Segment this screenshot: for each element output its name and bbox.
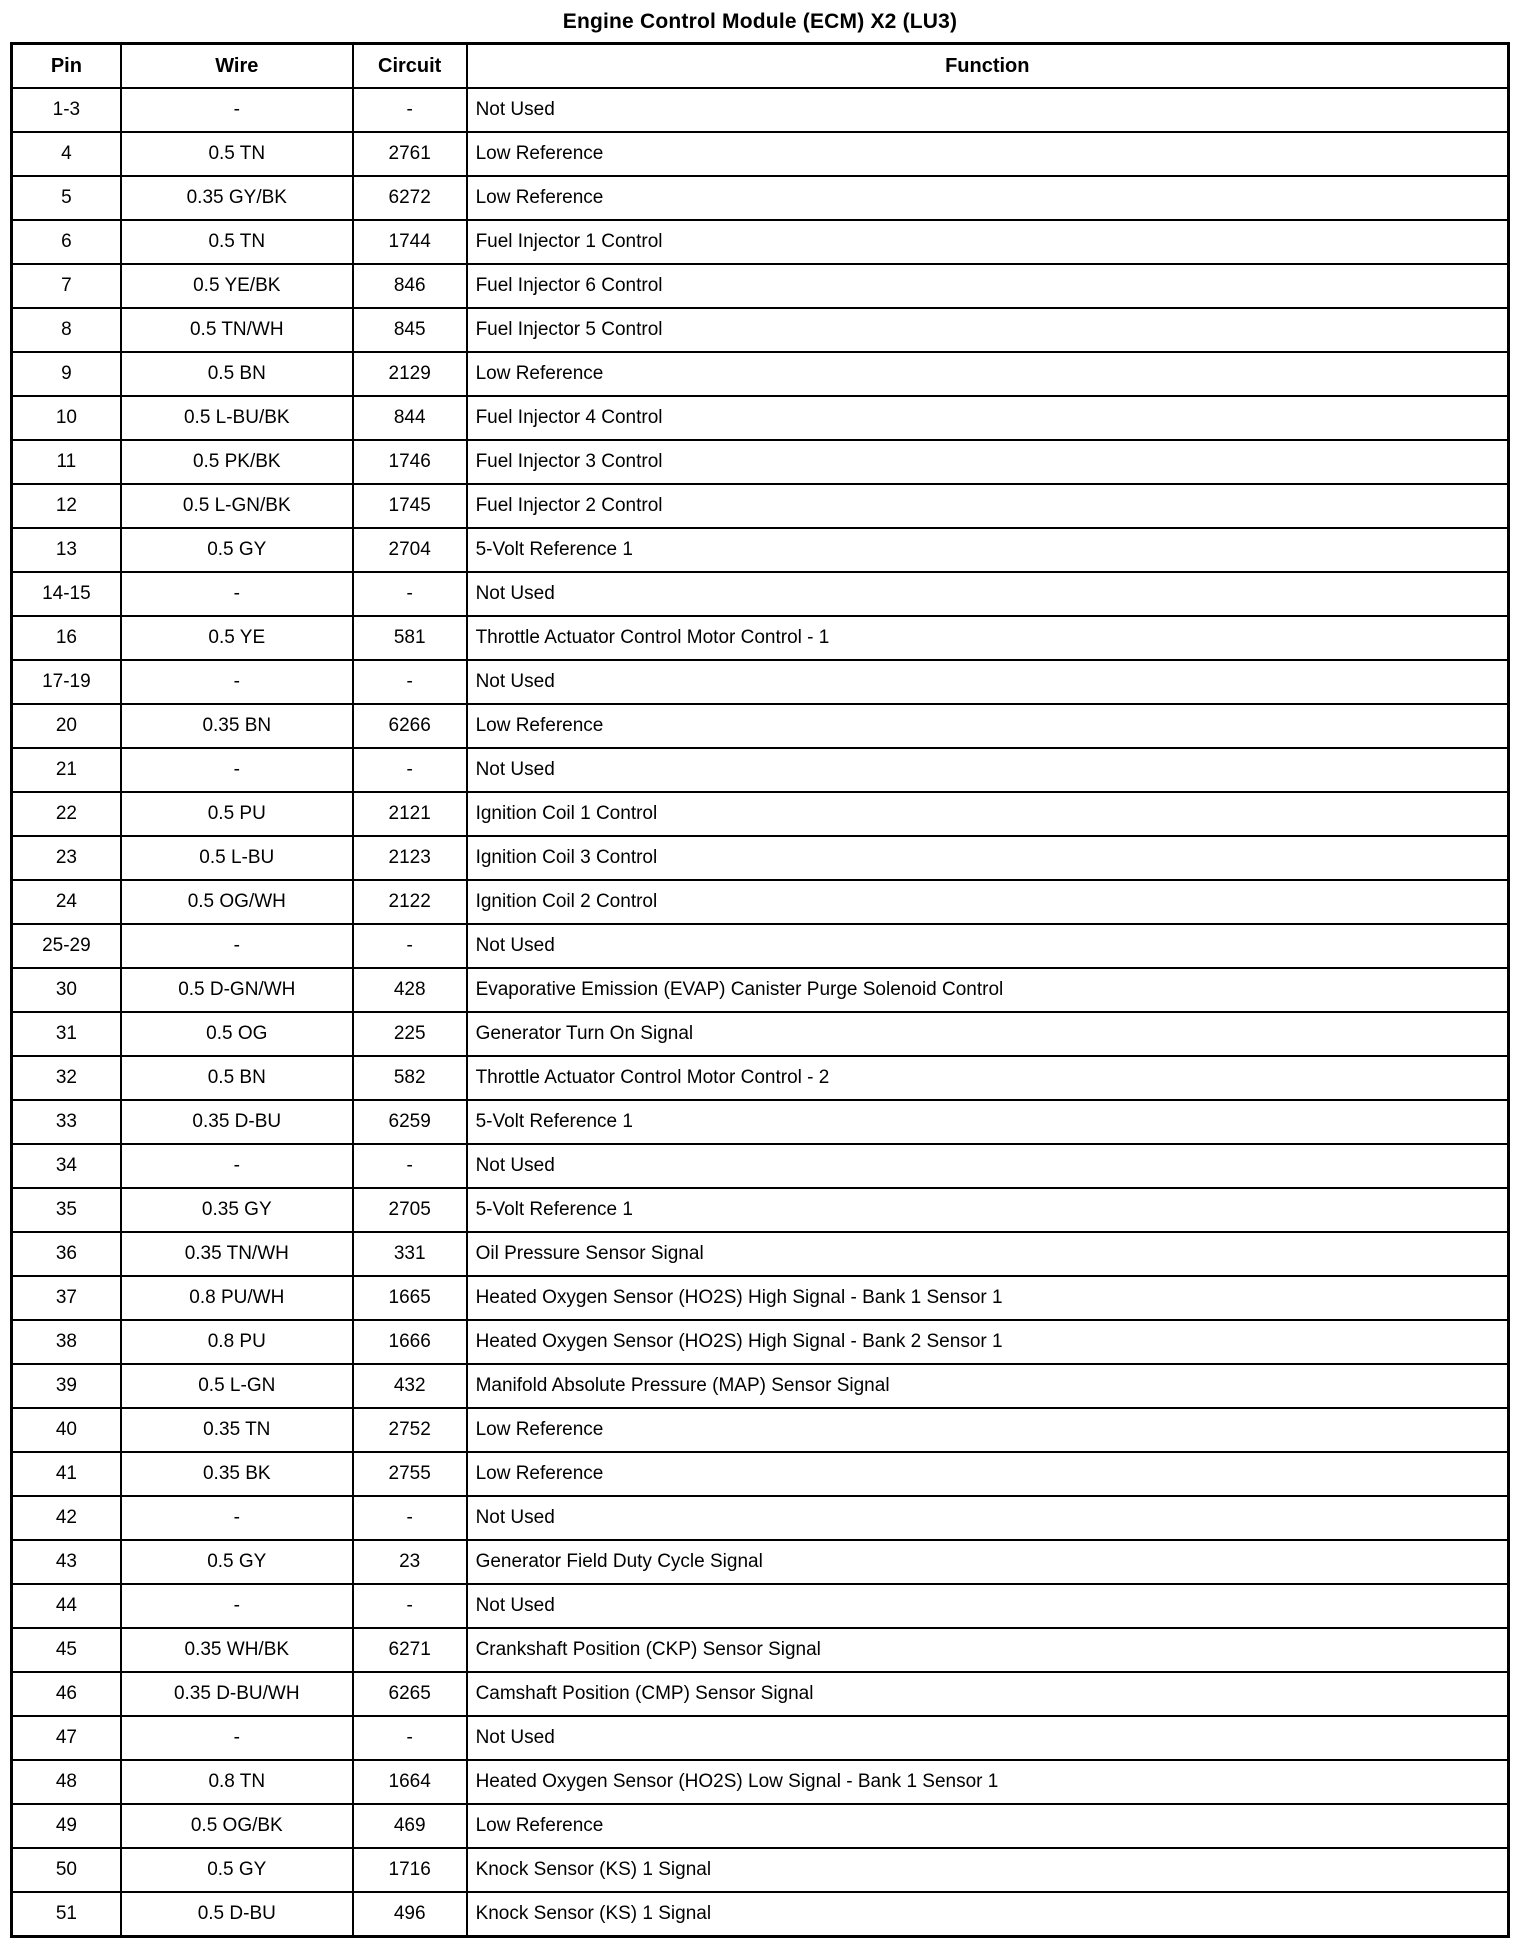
function-cell: Evaporative Emission (EVAP) Canister Purge Solenoid Control: [467, 968, 1509, 1012]
circuit-cell: 2123: [353, 836, 467, 880]
table-row: [12, 1276, 1509, 1320]
pin-cell: 42: [12, 1496, 121, 1540]
function-cell: Low Reference: [467, 352, 1509, 396]
circuit-cell: 23: [353, 1540, 467, 1584]
wire-cell: -: [121, 660, 353, 704]
pin-cell: 45: [12, 1628, 121, 1672]
function-cell: Fuel Injector 6 Control: [467, 264, 1509, 308]
pin-cell: 34: [12, 1144, 121, 1188]
pin-cell: 23: [12, 836, 121, 880]
wire-cell: 0.35 BK: [121, 1452, 353, 1496]
function-cell: 5-Volt Reference 1: [467, 1100, 1509, 1144]
circuit-cell: 1746: [353, 440, 467, 484]
pin-cell: 36: [12, 1232, 121, 1276]
wire-cell: -: [121, 1584, 353, 1628]
circuit-cell: -: [353, 660, 467, 704]
table-row: [12, 1804, 1509, 1848]
pin-cell: 38: [12, 1320, 121, 1364]
circuit-cell: 2704: [353, 528, 467, 572]
circuit-cell: 428: [353, 968, 467, 1012]
function-cell: Not Used: [467, 1144, 1509, 1188]
wire-cell: 0.5 L-BU: [121, 836, 353, 880]
function-cell: Not Used: [467, 924, 1509, 968]
table-row: [12, 748, 1509, 792]
wire-cell: 0.35 BN: [121, 704, 353, 748]
wire-cell: 0.5 TN: [121, 132, 353, 176]
wire-cell: 0.35 GY: [121, 1188, 353, 1232]
table-row: [12, 1760, 1509, 1804]
pin-cell: 4: [12, 132, 121, 176]
function-cell: Not Used: [467, 1584, 1509, 1628]
function-cell: Low Reference: [467, 176, 1509, 220]
function-cell: Low Reference: [467, 704, 1509, 748]
table-row: [12, 132, 1509, 176]
pin-cell: 51: [12, 1892, 121, 1937]
table-row: [12, 1892, 1509, 1937]
pin-cell: 33: [12, 1100, 121, 1144]
circuit-cell: 1716: [353, 1848, 467, 1892]
pin-cell: 24: [12, 880, 121, 924]
circuit-cell: -: [353, 748, 467, 792]
function-cell: Low Reference: [467, 1408, 1509, 1452]
pin-cell: 40: [12, 1408, 121, 1452]
function-cell: Oil Pressure Sensor Signal: [467, 1232, 1509, 1276]
table-row: [12, 1232, 1509, 1276]
pin-cell: 44: [12, 1584, 121, 1628]
circuit-cell: 6272: [353, 176, 467, 220]
table-row: [12, 220, 1509, 264]
table-row: [12, 528, 1509, 572]
function-cell: Not Used: [467, 88, 1509, 132]
table-row: [12, 1364, 1509, 1408]
circuit-cell: 6271: [353, 1628, 467, 1672]
wire-cell: 0.5 L-GN/BK: [121, 484, 353, 528]
pin-cell: 13: [12, 528, 121, 572]
wire-cell: 0.5 YE/BK: [121, 264, 353, 308]
table-row: [12, 616, 1509, 660]
table-row: [12, 968, 1509, 1012]
circuit-cell: 1664: [353, 1760, 467, 1804]
function-cell: Generator Field Duty Cycle Signal: [467, 1540, 1509, 1584]
function-cell: Not Used: [467, 1496, 1509, 1540]
table-row: [12, 924, 1509, 968]
wire-cell: 0.35 WH/BK: [121, 1628, 353, 1672]
circuit-cell: 432: [353, 1364, 467, 1408]
table-row: [12, 352, 1509, 396]
wire-cell: 0.5 BN: [121, 352, 353, 396]
wire-cell: 0.5 GY: [121, 1848, 353, 1892]
wire-cell: -: [121, 1496, 353, 1540]
pinout-table: [10, 42, 1510, 1938]
wire-cell: 0.35 TN/WH: [121, 1232, 353, 1276]
wire-cell: 0.8 PU: [121, 1320, 353, 1364]
column-header: Wire: [121, 44, 353, 89]
function-cell: Heated Oxygen Sensor (HO2S) High Signal - Bank 2 Sensor 1: [467, 1320, 1509, 1364]
circuit-cell: 2705: [353, 1188, 467, 1232]
function-cell: Heated Oxygen Sensor (HO2S) High Signal - Bank 1 Sensor 1: [467, 1276, 1509, 1320]
table-row: [12, 836, 1509, 880]
function-cell: Ignition Coil 2 Control: [467, 880, 1509, 924]
function-cell: Low Reference: [467, 1804, 1509, 1848]
pin-cell: 35: [12, 1188, 121, 1232]
column-header: Circuit: [353, 44, 467, 89]
function-cell: Ignition Coil 3 Control: [467, 836, 1509, 880]
table-row: [12, 1584, 1509, 1628]
table-row: [12, 1012, 1509, 1056]
pin-cell: 30: [12, 968, 121, 1012]
page-title: Engine Control Module (ECM) X2 (LU3): [562, 10, 958, 33]
wire-cell: 0.5 OG/BK: [121, 1804, 353, 1848]
function-cell: Knock Sensor (KS) 1 Signal: [467, 1892, 1509, 1937]
function-cell: Fuel Injector 4 Control: [467, 396, 1509, 440]
table-row: [12, 572, 1509, 616]
pin-cell: 1-3: [12, 88, 121, 132]
table-row: [12, 1056, 1509, 1100]
pin-cell: 6: [12, 220, 121, 264]
pin-cell: 8: [12, 308, 121, 352]
table-row: [12, 88, 1509, 132]
wire-cell: 0.35 GY/BK: [121, 176, 353, 220]
wire-cell: 0.8 PU/WH: [121, 1276, 353, 1320]
wire-cell: 0.5 D-GN/WH: [121, 968, 353, 1012]
pin-cell: 47: [12, 1716, 121, 1760]
circuit-cell: 2752: [353, 1408, 467, 1452]
circuit-cell: 225: [353, 1012, 467, 1056]
wire-cell: -: [121, 572, 353, 616]
table-row: [12, 792, 1509, 836]
table-header-row: [12, 44, 1509, 89]
table-row: [12, 440, 1509, 484]
wire-cell: 0.5 PU: [121, 792, 353, 836]
table-row: [12, 264, 1509, 308]
function-cell: Not Used: [467, 660, 1509, 704]
circuit-cell: 2755: [353, 1452, 467, 1496]
pin-cell: 10: [12, 396, 121, 440]
function-cell: Fuel Injector 3 Control: [467, 440, 1509, 484]
wire-cell: -: [121, 1144, 353, 1188]
pin-cell: 16: [12, 616, 121, 660]
table-row: [12, 1540, 1509, 1584]
wire-cell: 0.8 TN: [121, 1760, 353, 1804]
pin-cell: 49: [12, 1804, 121, 1848]
wire-cell: 0.5 L-BU/BK: [121, 396, 353, 440]
wire-cell: 0.5 GY: [121, 1540, 353, 1584]
circuit-cell: 2122: [353, 880, 467, 924]
table-row: [12, 176, 1509, 220]
circuit-cell: -: [353, 1584, 467, 1628]
function-cell: Camshaft Position (CMP) Sensor Signal: [467, 1672, 1509, 1716]
wire-cell: -: [121, 88, 353, 132]
function-cell: Manifold Absolute Pressure (MAP) Sensor Signal: [467, 1364, 1509, 1408]
pin-cell: 9: [12, 352, 121, 396]
wire-cell: 0.35 TN: [121, 1408, 353, 1452]
wire-cell: 0.5 YE: [121, 616, 353, 660]
table-row: [12, 1452, 1509, 1496]
circuit-cell: 6265: [353, 1672, 467, 1716]
column-header: Function: [467, 44, 1509, 89]
function-cell: Not Used: [467, 748, 1509, 792]
pin-cell: 11: [12, 440, 121, 484]
function-cell: Knock Sensor (KS) 1 Signal: [467, 1848, 1509, 1892]
function-cell: Crankshaft Position (CKP) Sensor Signal: [467, 1628, 1509, 1672]
pin-cell: 31: [12, 1012, 121, 1056]
circuit-cell: 6266: [353, 704, 467, 748]
circuit-cell: -: [353, 924, 467, 968]
pin-cell: 37: [12, 1276, 121, 1320]
pin-cell: 7: [12, 264, 121, 308]
function-cell: Low Reference: [467, 132, 1509, 176]
function-cell: Heated Oxygen Sensor (HO2S) Low Signal - Bank 1 Sensor 1: [467, 1760, 1509, 1804]
wire-cell: 0.5 D-BU: [121, 1892, 353, 1937]
wire-cell: 0.5 PK/BK: [121, 440, 353, 484]
circuit-cell: 1745: [353, 484, 467, 528]
wire-cell: 0.5 TN: [121, 220, 353, 264]
table-row: [12, 484, 1509, 528]
circuit-cell: -: [353, 1716, 467, 1760]
table-row: [12, 1320, 1509, 1364]
pin-cell: 41: [12, 1452, 121, 1496]
table-row: [12, 1188, 1509, 1232]
column-header: Pin: [12, 44, 121, 89]
circuit-cell: 1666: [353, 1320, 467, 1364]
circuit-cell: 1744: [353, 220, 467, 264]
wire-cell: 0.5 OG: [121, 1012, 353, 1056]
table-row: [12, 396, 1509, 440]
circuit-cell: 496: [353, 1892, 467, 1937]
wire-cell: 0.5 BN: [121, 1056, 353, 1100]
pin-cell: 21: [12, 748, 121, 792]
circuit-cell: -: [353, 1144, 467, 1188]
pin-cell: 43: [12, 1540, 121, 1584]
function-cell: 5-Volt Reference 1: [467, 1188, 1509, 1232]
pin-cell: 14-15: [12, 572, 121, 616]
wire-cell: 0.5 GY: [121, 528, 353, 572]
function-cell: Low Reference: [467, 1452, 1509, 1496]
circuit-cell: 331: [353, 1232, 467, 1276]
table-row: [12, 1408, 1509, 1452]
wire-cell: -: [121, 748, 353, 792]
table-row: [12, 660, 1509, 704]
table-row: [12, 308, 1509, 352]
pin-cell: 48: [12, 1760, 121, 1804]
table-row: [12, 1496, 1509, 1540]
function-cell: Not Used: [467, 1716, 1509, 1760]
pin-cell: 5: [12, 176, 121, 220]
function-cell: Not Used: [467, 572, 1509, 616]
circuit-cell: 582: [353, 1056, 467, 1100]
wire-cell: -: [121, 924, 353, 968]
circuit-cell: 2129: [353, 352, 467, 396]
circuit-cell: 2121: [353, 792, 467, 836]
function-cell: Fuel Injector 5 Control: [467, 308, 1509, 352]
pin-cell: 17-19: [12, 660, 121, 704]
circuit-cell: 1665: [353, 1276, 467, 1320]
table-row: [12, 1672, 1509, 1716]
table-row: [12, 1716, 1509, 1760]
table-body: [12, 88, 1509, 1937]
table-row: [12, 1144, 1509, 1188]
circuit-cell: 469: [353, 1804, 467, 1848]
circuit-cell: 845: [353, 308, 467, 352]
circuit-cell: -: [353, 88, 467, 132]
wire-cell: 0.5 OG/WH: [121, 880, 353, 924]
pin-cell: 46: [12, 1672, 121, 1716]
circuit-cell: 844: [353, 396, 467, 440]
table-row: [12, 1628, 1509, 1672]
function-cell: Throttle Actuator Control Motor Control - 2: [467, 1056, 1509, 1100]
table-row: [12, 704, 1509, 748]
circuit-cell: -: [353, 572, 467, 616]
pin-cell: 39: [12, 1364, 121, 1408]
function-cell: 5-Volt Reference 1: [467, 528, 1509, 572]
pin-cell: 50: [12, 1848, 121, 1892]
function-cell: Fuel Injector 2 Control: [467, 484, 1509, 528]
pin-cell: 32: [12, 1056, 121, 1100]
wire-cell: -: [121, 1716, 353, 1760]
wire-cell: 0.5 L-GN: [121, 1364, 353, 1408]
pin-cell: 20: [12, 704, 121, 748]
pin-cell: 22: [12, 792, 121, 836]
function-cell: Ignition Coil 1 Control: [467, 792, 1509, 836]
table-row: [12, 1848, 1509, 1892]
function-cell: Generator Turn On Signal: [467, 1012, 1509, 1056]
pin-cell: 25-29: [12, 924, 121, 968]
table-row: [12, 1100, 1509, 1144]
circuit-cell: 581: [353, 616, 467, 660]
circuit-cell: -: [353, 1496, 467, 1540]
pin-cell: 12: [12, 484, 121, 528]
wire-cell: 0.5 TN/WH: [121, 308, 353, 352]
table-row: [12, 880, 1509, 924]
circuit-cell: 6259: [353, 1100, 467, 1144]
circuit-cell: 2761: [353, 132, 467, 176]
function-cell: Fuel Injector 1 Control: [467, 220, 1509, 264]
circuit-cell: 846: [353, 264, 467, 308]
wire-cell: 0.35 D-BU: [121, 1100, 353, 1144]
wire-cell: 0.35 D-BU/WH: [121, 1672, 353, 1716]
function-cell: Throttle Actuator Control Motor Control - 1: [467, 616, 1509, 660]
